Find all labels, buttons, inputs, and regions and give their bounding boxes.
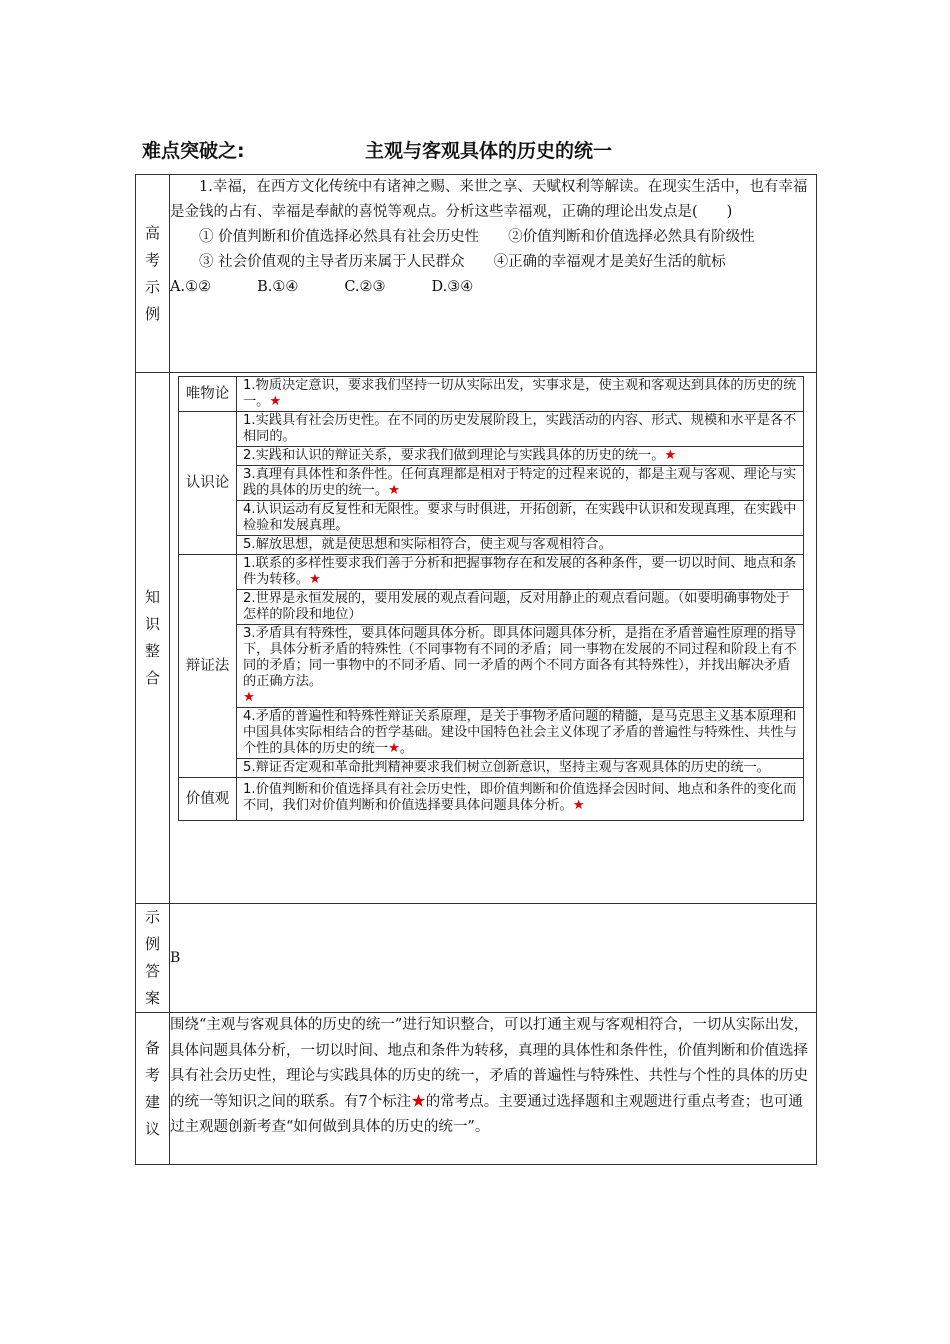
key-point-star-icon: ★ <box>243 690 255 705</box>
statement-3-4: ③ 社会价值观的主导者历来属于人民群众 ④正确的幸福观才是美好生活的航标 <box>199 254 726 270</box>
knowledge-table <box>178 376 804 821</box>
knowledge-item <box>179 708 804 759</box>
example-answer: B <box>170 904 817 1013</box>
knowledge-item <box>179 466 804 501</box>
knowledge-item <box>179 536 804 555</box>
knowledge-text: 2.实践和认识的辩证关系，要求我们做到理论与实践具体的历史的统一。★ <box>237 447 804 466</box>
category-epistemology: 认识论 <box>179 412 237 555</box>
knowledge-item <box>179 778 804 821</box>
knowledge-item <box>179 412 804 447</box>
knowledge-item <box>179 759 804 778</box>
knowledge-text: 1.联系的多样性要求我们善于分析和把握事物存在和发展的各种条件，要一切以时间、地点和条件为转移。★ <box>237 555 804 590</box>
section-label-answer: 示 例 答 案 <box>136 904 170 1013</box>
statement-1-2: ① 价值判断和价值选择必然具有社会历史性 ②价值判断和价值选择必然具有阶级性 <box>199 229 755 245</box>
page-title <box>142 136 822 166</box>
advice-row <box>136 1013 817 1165</box>
knowledge-item <box>179 377 804 412</box>
option-b: B.①④ <box>257 279 299 295</box>
knowledge-item <box>179 625 804 708</box>
exam-row <box>136 175 817 373</box>
title-main: 主观与客观具体的历史的统一 <box>365 140 613 162</box>
exam-question <box>170 175 817 373</box>
knowledge-cell <box>170 373 817 904</box>
key-point-star-icon: ★ <box>308 572 321 587</box>
key-point-star-icon: ★ <box>269 394 282 409</box>
summary-table <box>135 174 817 1165</box>
question-stem: 1.幸福，在西方文化传统中有诸神之赐、来世之享、天赋权利等解读。在现实生活中，也有幸福是金钱的占有、幸福是奉献的喜悦等观点。分析这些幸福观，正确的理论出发点是( ) <box>170 179 808 220</box>
knowledge-text: 2.世界是永恒发展的，要用发展的观点看问题，反对用静止的观点看问题。（如要明确事物处于怎样的阶段和地位） <box>237 590 804 625</box>
knowledge-text: 4.矛盾的普遍性和特殊性辩证关系原理，是关于事物矛盾问题的精髓，是马克思主义基本原理和中国具体实际相结合的哲学基础。建设中国特色社会主义体现了矛盾的普遍性与特殊性、共性与个性的具体的历史的统一★。 <box>237 708 804 759</box>
key-point-star-icon: ★ <box>411 1093 426 1110</box>
knowledge-text: 1.价值判断和价值选择具有社会历史性，即价值判断和价值选择会因时间、地点和条件的变化而不同，我们对价值判断和价值选择要具体问题具体分析。★ <box>237 778 804 821</box>
option-c: C.②③ <box>344 279 386 295</box>
knowledge-text: 1.物质决定意识，要求我们坚持一切从实际出发，实事求是，使主观和客观达到具体的历史的统一。★ <box>237 377 804 412</box>
category-dialectics: 辩证法 <box>179 555 237 778</box>
section-label-exam: 高 考 示 例 <box>136 175 170 373</box>
category-materialism: 唯物论 <box>179 377 237 412</box>
knowledge-text: 5.辩证否定观和革命批判精神要求我们树立创新意识，坚持主观与客观具体的历史的统一。 <box>237 759 804 778</box>
section-label-advice: 备 考 建 议 <box>136 1013 170 1165</box>
knowledge-text: 1.实践具有社会历史性。在不同的历史发展阶段上，实践活动的内容、形式、规模和水平是各不相同的。 <box>237 412 804 447</box>
key-point-star-icon: ★ <box>388 483 400 498</box>
knowledge-text: 4.认识运动有反复性和无限性。要求与时俱进，开拓创新，在实践中认识和发现真理，在实践中检验和发展真理。 <box>237 501 804 536</box>
answer-options <box>170 275 816 300</box>
knowledge-row <box>136 373 817 904</box>
title-prefix: 难点突破之: <box>142 140 245 162</box>
knowledge-item <box>179 590 804 625</box>
study-advice: 围绕“主观与客观具体的历史的统一”进行知识整合，可以打通主观与客观相符合，一切从实际出发，具体问题具体分析，一切以时间、地点和条件为转移，真理的具体性和条件性，价值判断和价值选择具有社会历史性，理论与实践具体的历史的统一，矛盾的普遍性与特殊性、共性与个性的具体的历史的统一等知识之间的联系。有7个标注★的常考点。主要通过选择题和主观题进行重点考查；也可通过主观题创新考查“如何做到具体的历史的统一”。 <box>170 1013 817 1165</box>
knowledge-text: 3.真理有具体性和条件性。任何真理都是相对于特定的过程来说的，都是主观与客观、理论与实践的具体的历史的统一。★ <box>237 466 804 501</box>
knowledge-item <box>179 555 804 590</box>
key-point-star-icon: ★ <box>572 798 585 813</box>
knowledge-item <box>179 447 804 466</box>
knowledge-text: 3.矛盾具有特殊性，要具体问题具体分析。即具体问题具体分析，是指在矛盾普遍性原理的指导下，具体分析矛盾的特殊性（不同事物有不同的矛盾；同一事物在发展的不同过程和阶段上有不同的矛盾；同一事物中的不同矛盾、同一矛盾的两个不同方面各有其特殊性），并找出解决矛盾的正确方法。 ★ <box>237 625 804 708</box>
knowledge-item <box>179 501 804 536</box>
category-values: 价值观 <box>179 778 237 821</box>
option-d: D.③④ <box>431 279 474 295</box>
answer-row <box>136 904 817 1013</box>
knowledge-text: 5.解放思想，就是使思想和实际相符合，使主观与客观相符合。 <box>237 536 804 555</box>
key-point-star-icon: ★ <box>388 741 400 756</box>
section-label-knowledge: 知 识 整 合 <box>136 373 170 904</box>
option-a: A.①② <box>170 279 212 295</box>
key-point-star-icon: ★ <box>664 448 677 463</box>
